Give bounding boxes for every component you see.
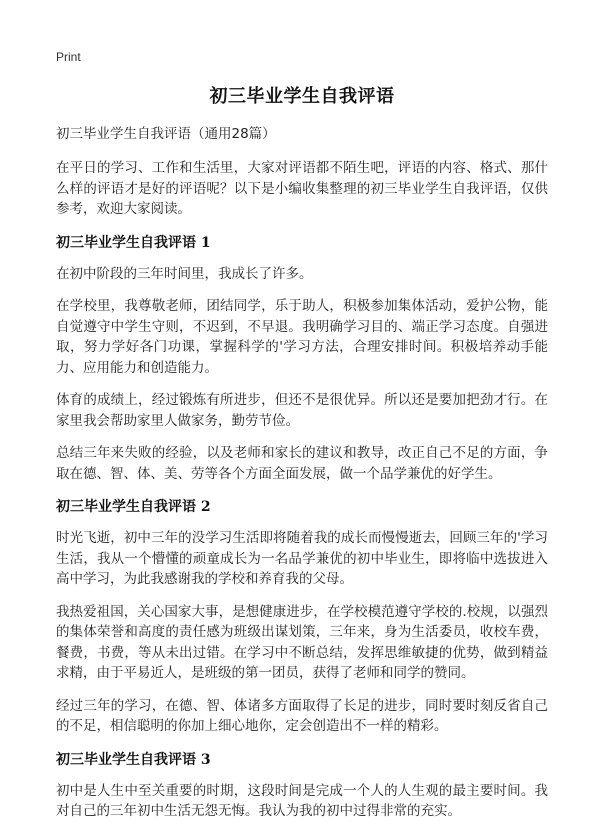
- section-heading: 初三毕业学生自我评语 2: [56, 499, 211, 515]
- section-paragraph: 总结三年来失败的经验，以及老师和家长的建议和教导，改正自己不足的方面，争取在德、智、体、美、劳等各个方面全面发展，做一个品学兼优的好学生。: [56, 445, 548, 482]
- intro-paragraph: 在平日的学习、工作和生活里，大家对评语都不陌生吧，评语的内容、格式、那什么样的评语才是好的评语呢？以下是小编收集整理的初三毕业学生自我评语，仅供参考，欢迎大家阅读。: [56, 160, 548, 217]
- section-heading: 初三毕业学生自我评语 3: [56, 751, 211, 768]
- section: [56, 496, 548, 737]
- subtitle: 初三毕业学生自我评语（通用28篇）: [56, 126, 276, 142]
- sections-container: [56, 232, 548, 822]
- section-paragraph: 体育的成绩上，经过锻炼有所进步，但还不是很优异。所以还是要加把劲才行。在家里我会帮助家里人做家务，勤劳节俭。: [56, 392, 548, 429]
- section-paragraph: 经过三年的学习，在德、智、体诸多方面取得了长足的进步，同时要时刻反省自己的不足，相信聪明的你加上细心地你，定会创造出不一样的精彩。: [56, 697, 548, 734]
- page-title: 初三毕业学生自我评语: [209, 86, 395, 107]
- section-paragraph: 时光飞逝，初中三年的没学习生活即将随着我的成长而慢慢逝去，回顾三年的'学习生活，我从一个懵懂的顽童成长为一名品学兼优的初中毕业生，即将临中选拔进入高中学习，为此我感谢我的学校和养育我的父母。: [56, 530, 548, 587]
- section: [56, 749, 548, 822]
- section-heading: 初三毕业学生自我评语 1: [56, 234, 211, 251]
- section-paragraph: 我热爱祖国，关心国家大事，是想健康进步，在学校模范遵守学校的.校规，以强烈的集体荣誉和高度的责任感为班级出谋划策，三年来，身为生活委员，收校车费，餐费，书费，等从未出过错。在学习中不断总结，发挥思维敏捷的优势，做到精益求精，由于平易近人，是班级的第一团员，获得了老师和同学的赞同。: [56, 603, 548, 681]
- section-paragraph: 在初中阶段的三年时间里，我成长了许多。: [56, 265, 313, 282]
- section-paragraph: 在学校里，我尊敬老师，团结同学，乐于助人，积极参加集体活动，爱护公物，能自觉遵守中学生守则，不迟到，不早退。我明确学习目的、端正学习态度。自强进取，努力学好各门功课，掌握科学的'学习方法，合理安排时间。积极培养动手能力、应用能力和创造能力。: [56, 298, 548, 376]
- section-paragraph: 初中是人生中至关重要的时期，这段时间是完成一个人的人生观的最主要时间。我对自己的三年初中生活无怨无悔。我认为我的初中过得非常的充实。: [56, 782, 548, 819]
- section: [56, 232, 548, 485]
- print-link[interactable]: Print: [56, 50, 81, 64]
